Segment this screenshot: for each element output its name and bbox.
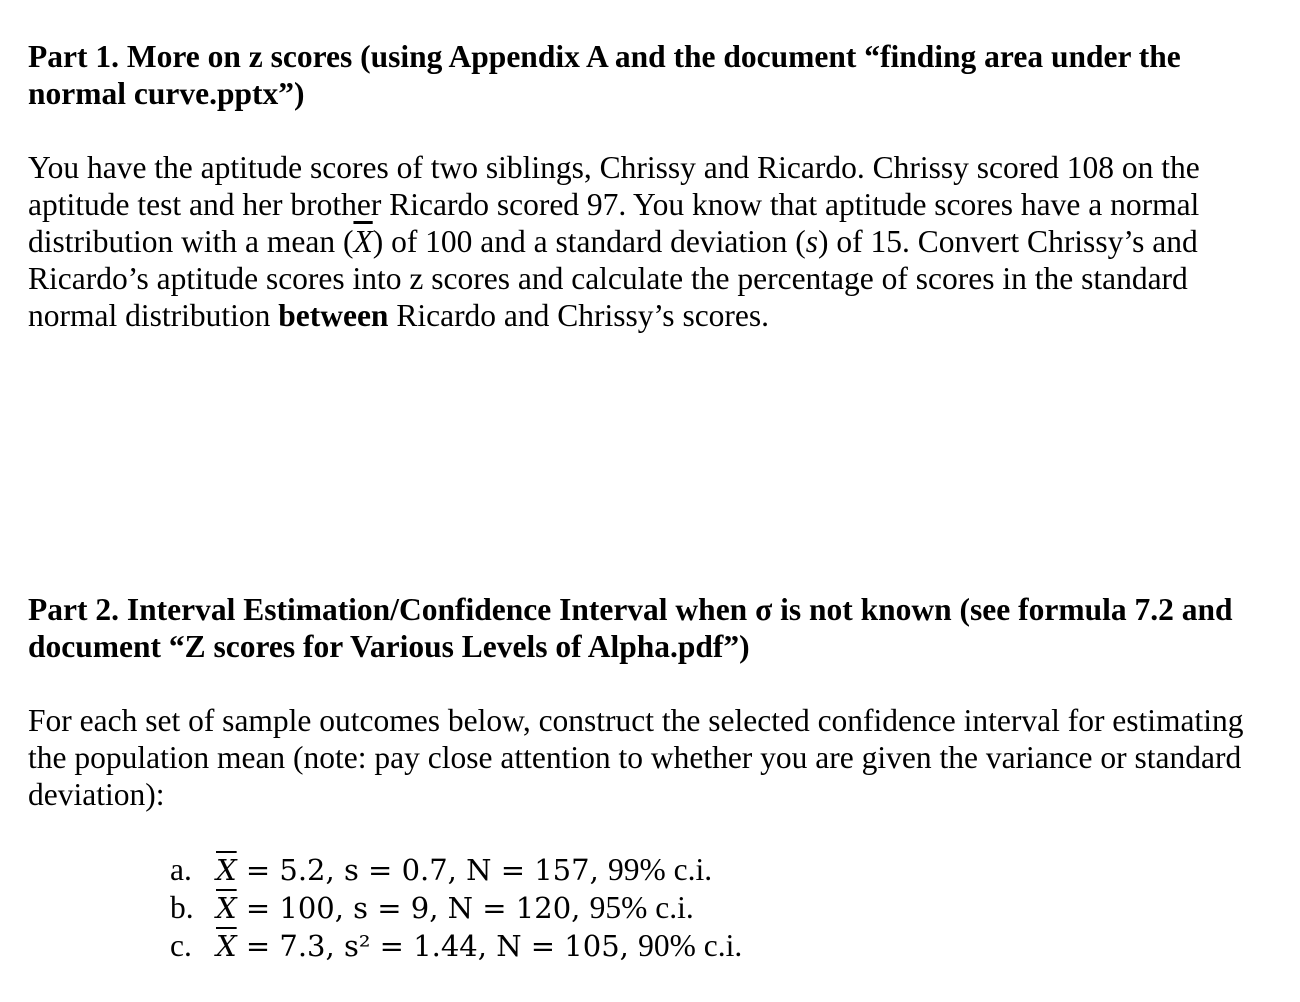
confidence-level: 99% c.i.	[608, 852, 713, 887]
part2-heading	[28, 591, 1278, 665]
confidence-level: 95% c.i.	[589, 890, 694, 925]
xbar-symbol: $\overline{X}$	[216, 929, 237, 963]
formula-text: = 7.3, s² = 1.44, N = 105,	[236, 929, 639, 963]
part2-paragraph	[28, 702, 1278, 813]
text-fragment: distribution with a mean (	[28, 224, 354, 259]
part1-heading	[28, 38, 1278, 112]
text-fragment: normal distribution	[28, 298, 279, 333]
part2-paragraph-line: deviation):	[28, 777, 165, 812]
text-fragment: Ricardo and Chrissy’s scores.	[388, 298, 770, 333]
xbar-symbol: $\overline{X}$	[216, 891, 237, 925]
list-marker: a.	[170, 852, 192, 887]
bold-word: between	[278, 298, 389, 333]
list-marker: b.	[170, 890, 194, 925]
part1-paragraph-line: Ricardo’s aptitude scores into z scores and calculate the percentage of scores in the standard	[28, 261, 1188, 296]
part1-paragraph	[28, 149, 1278, 334]
part1-paragraph-line	[28, 297, 1278, 334]
list-item	[170, 889, 742, 927]
confidence-level: 90% c.i.	[638, 928, 743, 963]
part1-paragraph-line: You have the aptitude scores of two siblings, Chrissy and Ricardo. Chrissy scored 108 on the	[28, 150, 1200, 185]
part1-paragraph-line: aptitude test and her brother Ricardo scored 97. You know that aptitude scores have a normal	[28, 187, 1200, 222]
part2-paragraph-line: For each set of sample outcomes below, construct the selected confidence interval for estimating	[28, 703, 1244, 738]
problem-list	[170, 851, 742, 965]
xbar-symbol: $\overline{X}$	[353, 224, 373, 259]
part2-heading-line: Part 2. Interval Estimation/Confidence Interval when σ is not known (see formula 7.2 and	[28, 592, 1233, 627]
list-marker: c.	[170, 928, 192, 963]
part2-paragraph-line: the population mean (note: pay close attention to whether you are given the variance or standard	[28, 740, 1242, 775]
list-item	[170, 927, 742, 965]
part1-heading-line: Part 1. More on z scores (using Appendix A and the document “finding area under the	[28, 39, 1181, 74]
list-item	[170, 851, 742, 889]
part1-heading-line: normal curve.pptx”)	[28, 76, 305, 111]
part2-heading-line: document “Z scores for Various Levels of Alpha.pdf”)	[28, 629, 750, 664]
formula-text: = 5.2, s = 0.7, N = 157,	[236, 853, 609, 887]
part1-paragraph-line	[28, 223, 1278, 260]
s-symbol: s	[805, 224, 818, 259]
formula-text: = 100, s = 9, N = 120,	[236, 891, 590, 925]
xbar-symbol: $\overline{X}$	[216, 853, 237, 887]
text-fragment: ) of 15. Convert Chrissy’s and	[817, 224, 1198, 259]
text-fragment: ) of 100 and a standard deviation (	[372, 224, 806, 259]
